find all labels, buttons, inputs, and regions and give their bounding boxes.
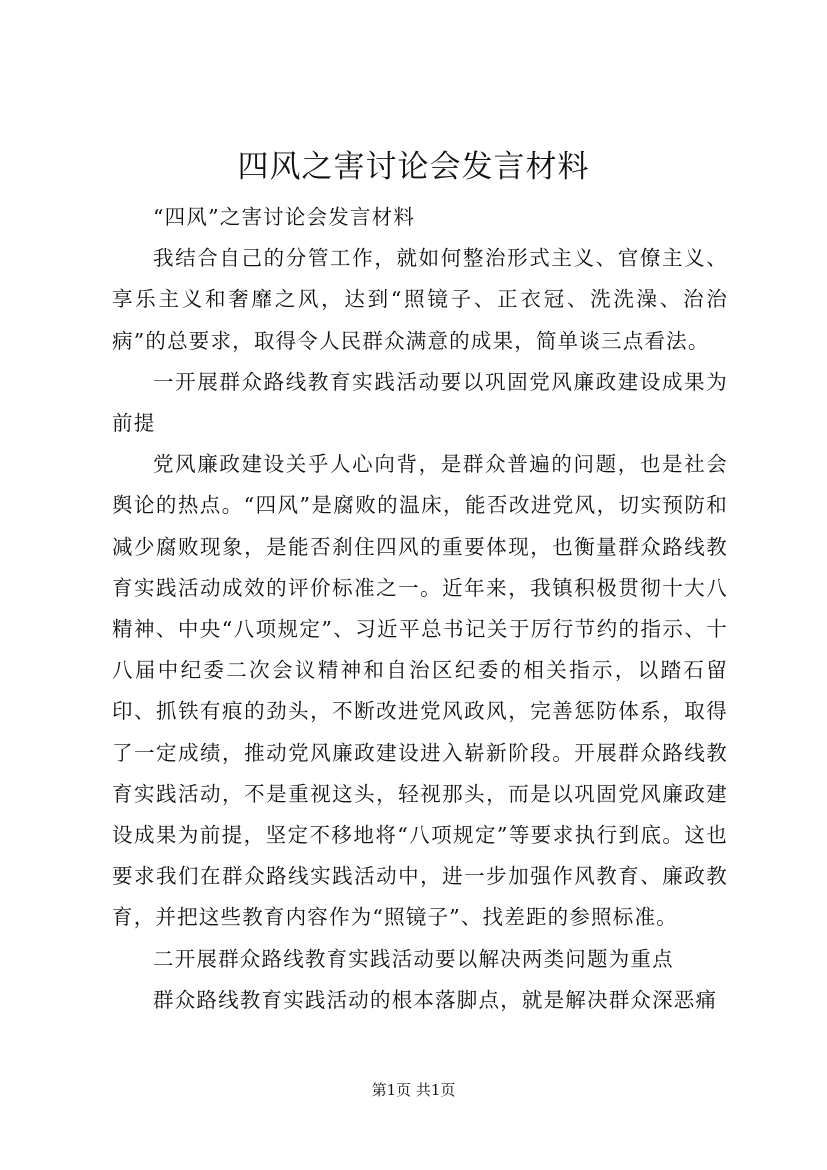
section-body-2: 群众路线教育实践活动的根本落脚点，就是解决群众深恶痛	[153, 987, 718, 1012]
page-footer: 第1页 共1页	[371, 1081, 456, 1099]
section-body-1: 党风廉政建设关乎人心向背，是群众普遍的问题，也是社会舆论的热点。“四风”是腐败的温床，能否改进党风，切实预防和减少腐败现象，是能否刹住四风的重要体现，也衡量群众路线教育实践活动成效的评价标准之一。近年来，我镇积极贯彻十大八精神、中央“八项规定”、习近平总书记关于厉行节约的指示、十八届中纪委二次会议精神和自治区纪委的相关指示，以踏石留印、抓铁有痕的劲头，不断改进党风政风，完善惩防体系，取得了一定成绩，推动党风廉政建设进入崭新阶段。开展群众路线教育实践活动，不是重视这头，轻视那头，而是以巩固党风廉政建设成果为前提，坚定不移地将“八项规定”等要求执行到底。这也要求我们在群众路线实践活动中，进一步加强作风教育、廉政教育，并把这些教育内容作为“照镜子”、找差距的参照标准。	[112, 452, 728, 930]
document-body	[112, 197, 728, 1021]
subtitle-paragraph: “四风”之害讨论会发言材料	[153, 205, 416, 229]
intro-paragraph: 我结合自己的分管工作，就如何整治形式主义、官僚主义、享乐主义和奢靡之风，达到“照镜子、正衣冠、洗洗澡、治治病”的总要求，取得令人民群众满意的成果，简单谈三点看法。	[112, 246, 728, 353]
document-title: 四风之害讨论会发言材料	[237, 149, 590, 185]
section-heading-1: 一开展群众路线教育实践活动要以巩固党风廉政建设成果为前提	[112, 369, 728, 436]
section-heading-2: 二开展群众路线教育实践活动要以解决两类问题为重点	[153, 946, 674, 971]
